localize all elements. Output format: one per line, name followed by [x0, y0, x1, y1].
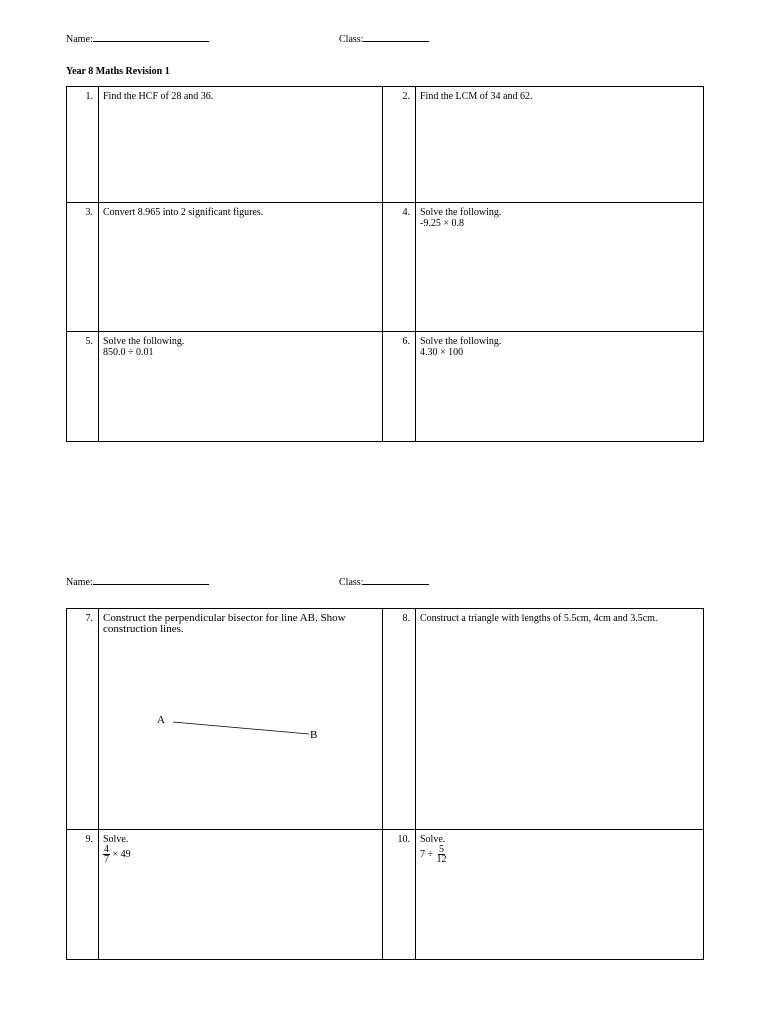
class-field[interactable] — [339, 33, 429, 45]
question-expression: 850.0 ÷ 0.01 — [103, 347, 154, 358]
question-text: Solve the following. — [420, 207, 502, 218]
question-number: 8. — [383, 609, 416, 830]
class-label: Class: — [339, 34, 364, 45]
line-ab — [99, 609, 383, 830]
question-number: 6. — [383, 332, 416, 442]
fraction-numerator: 4 — [104, 844, 109, 855]
question-text: Solve. — [420, 834, 446, 845]
question-10 — [416, 830, 704, 960]
fraction-numerator: 5 — [439, 844, 444, 855]
question-4 — [416, 203, 704, 332]
question-number: 9. — [67, 830, 99, 960]
question-number: 3. — [67, 203, 99, 332]
table-row — [67, 87, 704, 203]
question-text: Solve the following. — [420, 336, 502, 347]
question-number: 5. — [67, 332, 99, 442]
question-text: Solve. — [103, 834, 129, 845]
question-text: Find the HCF of 28 and 36. — [103, 91, 214, 102]
line-segment — [173, 722, 309, 734]
operator-term: 7 ÷ — [420, 848, 433, 860]
class-blank — [363, 576, 429, 585]
question-text: Solve the following. — [103, 336, 185, 347]
name-blank — [93, 576, 209, 585]
name-field[interactable] — [66, 576, 209, 588]
table-row — [67, 830, 704, 960]
name-blank — [93, 33, 209, 42]
question-number: 7. — [67, 609, 99, 830]
question-1 — [99, 87, 383, 203]
class-label: Class: — [339, 577, 364, 588]
question-text: Construct a triangle with lengths of 5.5cm, 4cm and 3.5cm. — [420, 613, 658, 624]
question-9 — [99, 830, 383, 960]
page-title: Year 8 Maths Revision 1 — [66, 66, 170, 77]
question-text: Convert 8.965 into 2 significant figures. — [103, 207, 264, 218]
question-number: 1. — [67, 87, 99, 203]
question-8 — [416, 609, 704, 830]
fraction-denominator: 7 — [104, 854, 109, 865]
class-blank — [363, 33, 429, 42]
question-expression: -9.25 × 0.8 — [420, 218, 464, 229]
question-number: 10. — [383, 830, 416, 960]
fraction — [103, 845, 110, 864]
point-a-label: A — [157, 714, 165, 726]
table-row — [67, 203, 704, 332]
question-expression: 4.30 × 100 — [420, 347, 464, 358]
questions-table-2 — [66, 608, 704, 960]
questions-table-1 — [66, 86, 704, 442]
operator-term: × 49 — [112, 848, 131, 860]
question-expression — [420, 845, 699, 864]
name-label: Name: — [66, 34, 93, 45]
point-b-label: B — [310, 729, 318, 741]
question-6 — [416, 332, 704, 442]
name-field[interactable] — [66, 33, 209, 45]
question-text: Construct the perpendicular bisector for line AB. Show construction lines. — [103, 612, 346, 635]
fraction — [436, 845, 448, 864]
question-text: Find the LCM of 34 and 62. — [420, 91, 533, 102]
question-7 — [99, 609, 383, 830]
question-3 — [99, 203, 383, 332]
fraction-denominator: 12 — [436, 854, 447, 865]
table-row — [67, 609, 704, 830]
class-field[interactable] — [339, 576, 429, 588]
question-5 — [99, 332, 383, 442]
question-expression — [103, 845, 378, 864]
question-number: 4. — [383, 203, 416, 332]
table-row — [67, 332, 704, 442]
question-2 — [416, 87, 704, 203]
question-number: 2. — [383, 87, 416, 203]
name-label: Name: — [66, 577, 93, 588]
